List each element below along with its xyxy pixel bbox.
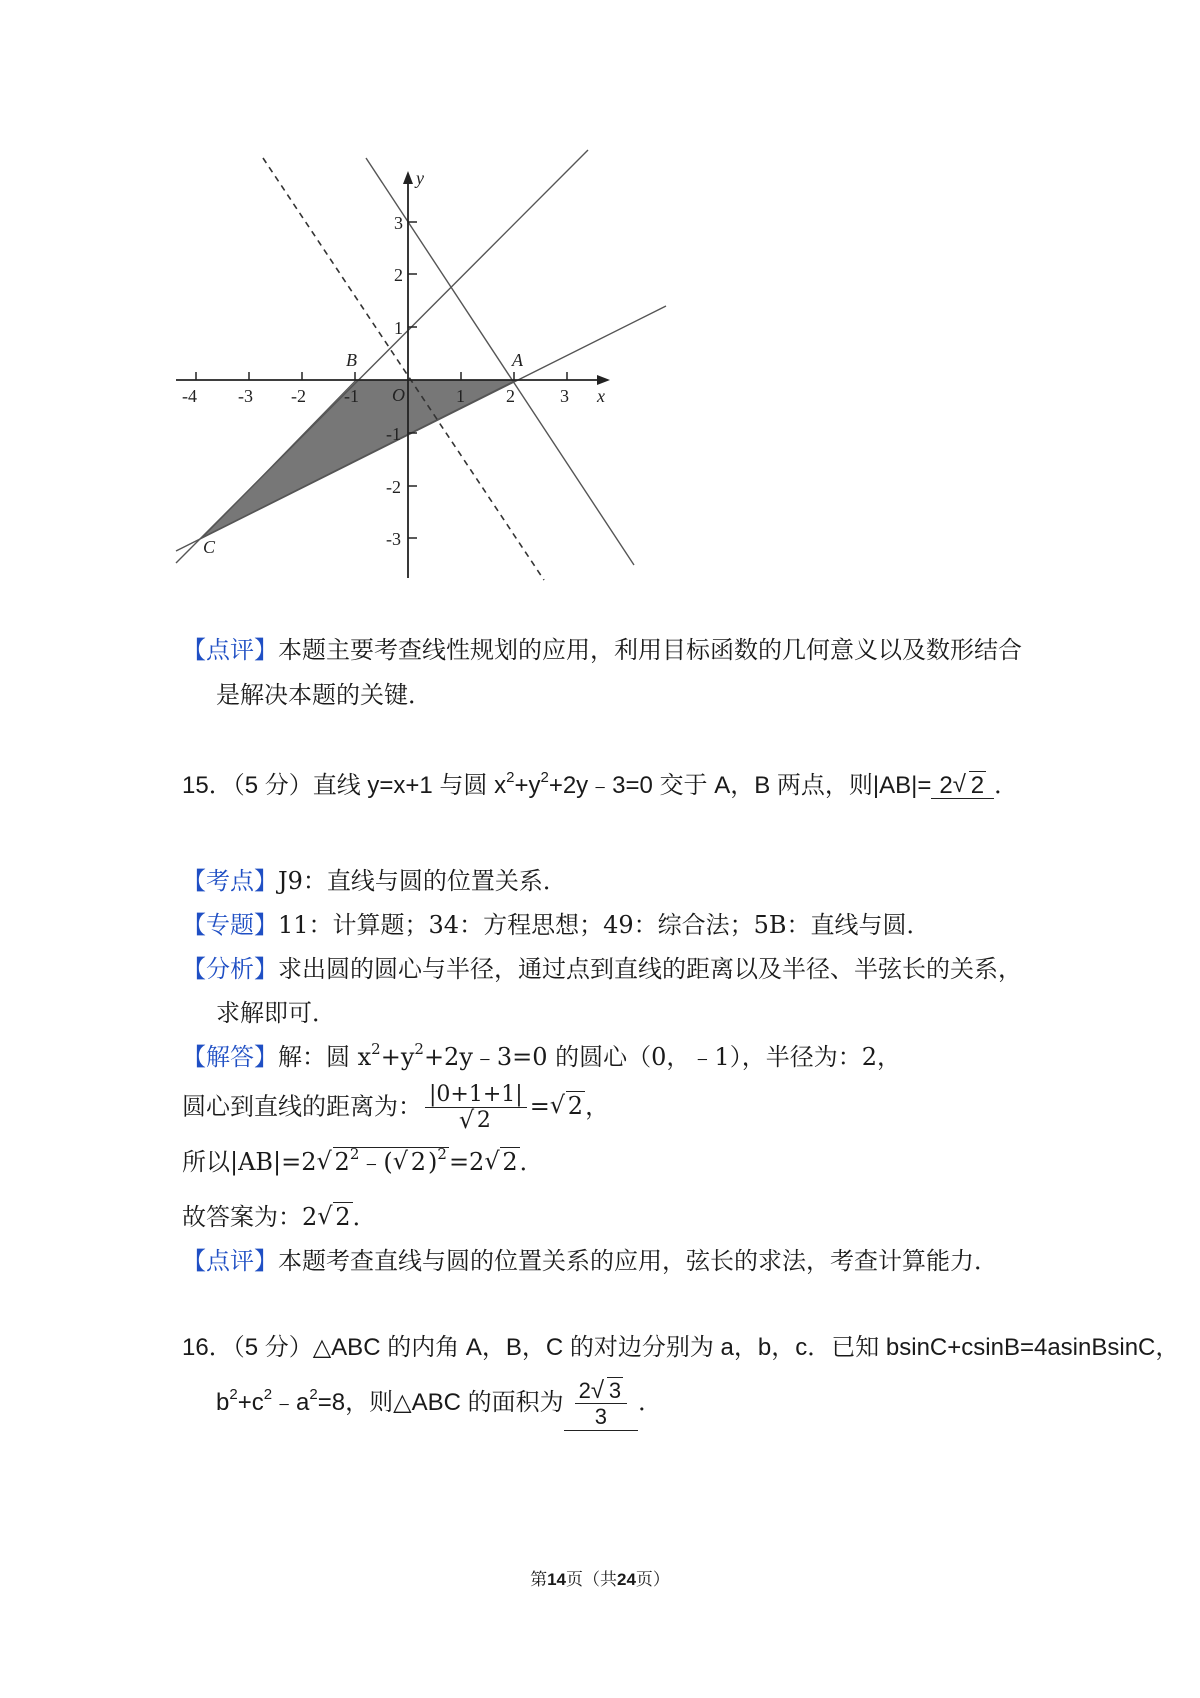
- y-tick-label: 3: [394, 213, 403, 233]
- question-text: +c: [237, 1389, 264, 1417]
- review-line-2: [216, 683, 432, 707]
- sqrt-expr: [317, 1205, 352, 1229]
- ab-line: [182, 1145, 544, 1176]
- origin-label: O: [392, 385, 405, 405]
- x-axis-label: x: [597, 386, 605, 406]
- sqrt-expr: [459, 1108, 493, 1133]
- answer-fraction: [575, 1378, 628, 1430]
- jieda-tag: 【解答】: [182, 1043, 278, 1071]
- sqrt-expr: [591, 1378, 623, 1403]
- ab-text: 所以|AB|=2: [182, 1148, 317, 1176]
- page-number: 14: [547, 1570, 566, 1589]
- question-text: ．: [994, 772, 1019, 799]
- superscript: 2: [229, 1386, 238, 1404]
- radicand: 2: [335, 1203, 351, 1231]
- page-footer: [0, 1565, 1200, 1590]
- x-tick-label: -3: [238, 386, 253, 406]
- review-line-1: [182, 638, 1022, 662]
- review-tag: 【点评】: [182, 636, 278, 664]
- x-tick-label: 1: [456, 386, 465, 406]
- question-text: 直线 y=x+1 与圆 x: [312, 772, 507, 799]
- zhuanti-line: [182, 913, 931, 937]
- term: 2: [334, 1148, 350, 1176]
- kaodian-text: J9：直线与圆的位置关系．: [278, 867, 567, 895]
- term: ): [428, 1148, 438, 1176]
- question-text: +2y﹣3=0 交于 A，B 两点，则: [548, 772, 873, 799]
- question-text: |AB|=: [872, 772, 932, 799]
- radicand: 2: [502, 1148, 518, 1176]
- line-through-c-a: [176, 306, 666, 551]
- jieda-text: 解：圆 x: [278, 1043, 372, 1071]
- sqrt-expr: [550, 1092, 585, 1121]
- y-axis-arrow: [403, 171, 413, 184]
- y-tick-label: 2: [394, 265, 403, 285]
- punct: ．: [638, 1389, 663, 1417]
- superscript: 2: [349, 1145, 360, 1163]
- punct: ．: [519, 1148, 544, 1176]
- review-2-line: [182, 1249, 998, 1273]
- x-axis-arrow: [597, 375, 610, 385]
- x-tick-label: -4: [182, 386, 197, 406]
- equals: =2: [448, 1148, 485, 1176]
- review-text-cont: 是解决本题的关键．: [216, 681, 432, 709]
- linear-programming-figure: [170, 148, 730, 648]
- question-16-line-2: [216, 1378, 662, 1431]
- question-text: ﹣a: [272, 1389, 310, 1417]
- answer-blank: [564, 1378, 639, 1431]
- line-x-plus-y-eq-2-steep: [366, 158, 634, 565]
- question-15: [182, 769, 1019, 799]
- fraction-numerator: |0+1+1|: [425, 1082, 527, 1108]
- question-number: 15．: [182, 772, 233, 799]
- point-label-b: B: [346, 350, 357, 370]
- final-answer-line: [182, 1205, 377, 1229]
- sqrt-expr: [393, 1150, 428, 1174]
- review-text: 本题主要考查线性规划的应用，利用目标函数的几何意义以及数形结合: [278, 636, 1022, 664]
- fraction-numerator: [575, 1378, 628, 1404]
- superscript: 2: [414, 1040, 424, 1058]
- answer-coef: 2: [578, 1378, 591, 1403]
- answer-blank: [931, 774, 994, 799]
- x-tick-label: 2: [506, 386, 515, 406]
- fenxi-line-2: [216, 1001, 336, 1025]
- distance-line: [182, 1082, 609, 1134]
- point-label-a: A: [512, 350, 523, 370]
- y-tick-label: -3: [386, 529, 401, 549]
- kaodian-tag: 【考点】: [182, 867, 278, 895]
- fenxi-tag: 【分析】: [182, 955, 278, 983]
- superscript: 2: [540, 769, 549, 786]
- question-score: （5 分）: [232, 1334, 313, 1361]
- punct: ．: [352, 1203, 377, 1231]
- superscript: 2: [309, 1386, 318, 1404]
- radicand: [333, 1147, 449, 1176]
- review-text: 本题考查直线与圆的位置关系的应用，弦长的求法，考查计算能力．: [278, 1247, 998, 1275]
- distance-fraction: [425, 1082, 527, 1134]
- line-y-eq-x-plus-1: [176, 150, 588, 563]
- superscript: 2: [371, 1040, 381, 1058]
- fenxi-line: [182, 957, 1022, 981]
- distance-text: 圆心到直线的距离为：: [182, 1092, 422, 1121]
- footer-text: 页）: [635, 1570, 670, 1590]
- radicand: 2: [476, 1108, 491, 1134]
- fenxi-text-cont: 求解即可．: [216, 999, 336, 1027]
- zhuanti-tag: 【专题】: [182, 911, 278, 939]
- sqrt-expr: [317, 1145, 449, 1176]
- question-text: △ABC 的内角 A，B，C 的对边分别为 a，b，c．已知 bsinC+csinB=4asinBsinC，: [312, 1334, 1180, 1361]
- figure-svg: [170, 148, 730, 648]
- sqrt-expr: [484, 1150, 519, 1174]
- y-tick-label: 1: [394, 318, 403, 338]
- y-axis-label: y: [416, 168, 424, 188]
- equals: =: [529, 1092, 550, 1121]
- question-score: （5 分）: [232, 772, 313, 799]
- fraction-denominator: [459, 1108, 493, 1133]
- question-number: 16．: [182, 1334, 233, 1361]
- question-text: +y: [514, 772, 541, 799]
- jieda-text: +2y﹣3=0 的圆心（0，﹣1），半径为：2，: [423, 1043, 901, 1071]
- radicand: 2: [970, 772, 985, 799]
- y-tick-label: -2: [386, 477, 401, 497]
- fenxi-text: 求出圆的圆心与半径，通过点到直线的距离以及半径、半弦长的关系，: [278, 955, 1022, 983]
- jieda-line: [182, 1040, 901, 1071]
- zhuanti-text: 11：计算题；34：方程思想；49：综合法；5B：直线与圆．: [278, 911, 931, 939]
- answer-coef: 2: [939, 772, 953, 799]
- jieda-text: +y: [380, 1043, 415, 1071]
- review-tag: 【点评】: [182, 1247, 278, 1275]
- total-pages: 24: [617, 1570, 636, 1589]
- punct: ，: [585, 1092, 610, 1121]
- x-tick-label: 3: [560, 386, 569, 406]
- question-16: [182, 1336, 1179, 1360]
- footer-text: 页（共: [566, 1570, 617, 1590]
- superscript: 2: [263, 1386, 273, 1404]
- superscript: 2: [437, 1145, 447, 1163]
- x-tick-label: -1: [344, 386, 359, 406]
- question-text: b: [216, 1389, 230, 1417]
- fraction-denominator: 3: [594, 1404, 607, 1430]
- objective-dashed-line: [263, 158, 544, 580]
- question-text: =8，则△ABC 的面积为: [317, 1389, 564, 1417]
- radicand: 2: [567, 1092, 584, 1121]
- superscript: 2: [506, 769, 515, 786]
- sqrt-expr: [953, 774, 986, 798]
- point-label-c: C: [203, 537, 216, 557]
- final-text: 故答案为：2: [182, 1203, 318, 1231]
- radicand: 2: [410, 1148, 427, 1176]
- term: ﹣(: [359, 1148, 393, 1176]
- radicand: 3: [608, 1378, 622, 1403]
- footer-text: 第: [530, 1570, 548, 1590]
- kaodian-line: [182, 869, 567, 893]
- y-tick-label: -1: [386, 424, 401, 444]
- x-tick-label: -2: [291, 386, 306, 406]
